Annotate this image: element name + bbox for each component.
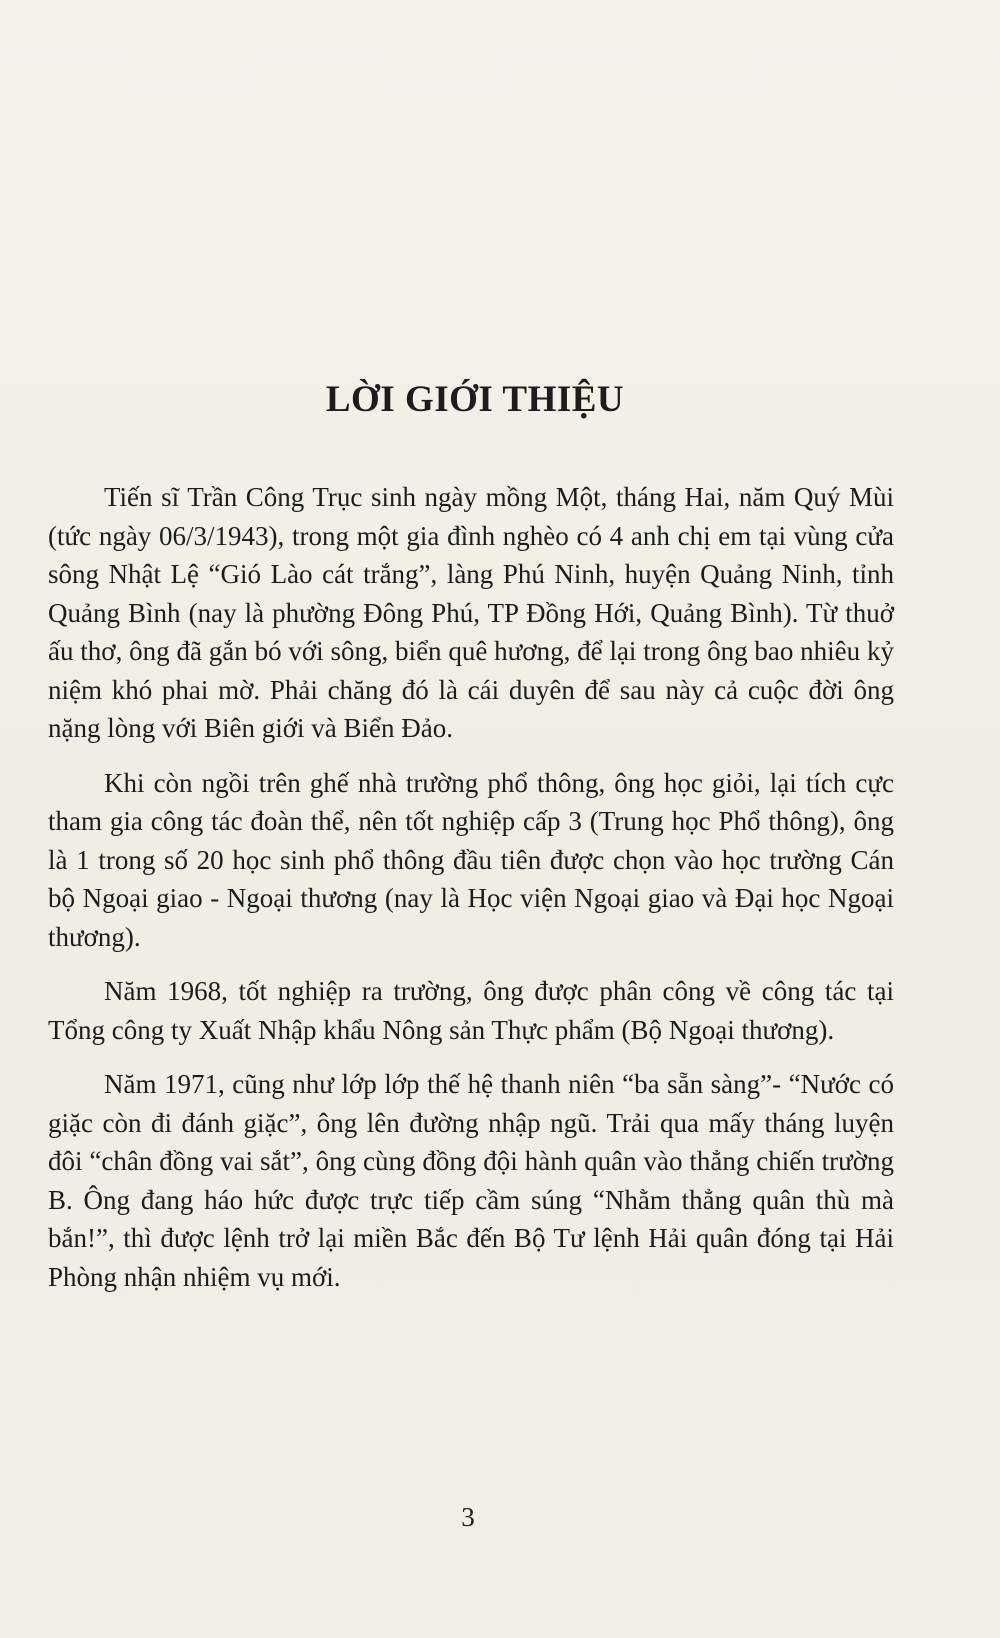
paragraph-4: Năm 1971, cũng như lớp lớp thế hệ thanh niên “ba sẵn sàng”- “Nước có giặc còn đi đánh giặc”, ông lên đường nhập ngũ. Trải qua mấy tháng luyện đôi “chân đồng vai sắt”, ông cùng đồng đội hành quân vào thẳng chiến trường B. Ông đang háo hức được trực tiếp cầm súng “Nhằm thẳng quân thù mà bắn!”, thì được lệnh trở lại miền Bắc đến Bộ Tư lệnh Hải quân đóng tại Hải Phòng nhận nhiệm vụ mới.: [48, 1069, 894, 1292]
page-number: 3: [461, 1502, 475, 1532]
page-title: LỜI GIỚI THIỆU: [325, 379, 625, 420]
paragraph-3: Năm 1968, tốt nghiệp ra trường, ông được phân công về công tác tại Tổng công ty Xuất Nhập khẩu Nông sản Thực phẩm (Bộ Ngoại thương).: [48, 976, 894, 1045]
paragraph-2: Khi còn ngồi trên ghế nhà trường phổ thông, ông học giỏi, lại tích cực tham gia công tác đoàn thể, nên tốt nghiệp cấp 3 (Trung học Phổ thông), ông là 1 trong số 20 học sinh phổ thông đầu tiên được chọn vào học trường Cán bộ Ngoại giao - Ngoại thương (nay là Học viện Ngoại giao và Đại học Ngoại thương).: [48, 767, 894, 952]
body-text: [48, 478, 894, 1312]
paragraph-1: Tiến sĩ Trần Công Trục sinh ngày mồng Một, tháng Hai, năm Quý Mùi (tức ngày 06/3/1943), trong một gia đình nghèo có 4 anh chị em tại vùng cửa sông Nhật Lệ “Gió Lào cát trắng”, làng Phú Ninh, huyện Quảng Ninh, tỉnh Quảng Bình (nay là phường Đông Phú, TP Đồng Hới, Quảng Bình). Từ thuở ấu thơ, ông đã gắn bó với sông, biển quê hương, để lại trong ông bao nhiêu kỷ niệm khó phai mờ. Phải chăng đó là cái duyên để sau này cả cuộc đời ông nặng lòng với Biên giới và Biển Đảo.: [48, 482, 894, 743]
